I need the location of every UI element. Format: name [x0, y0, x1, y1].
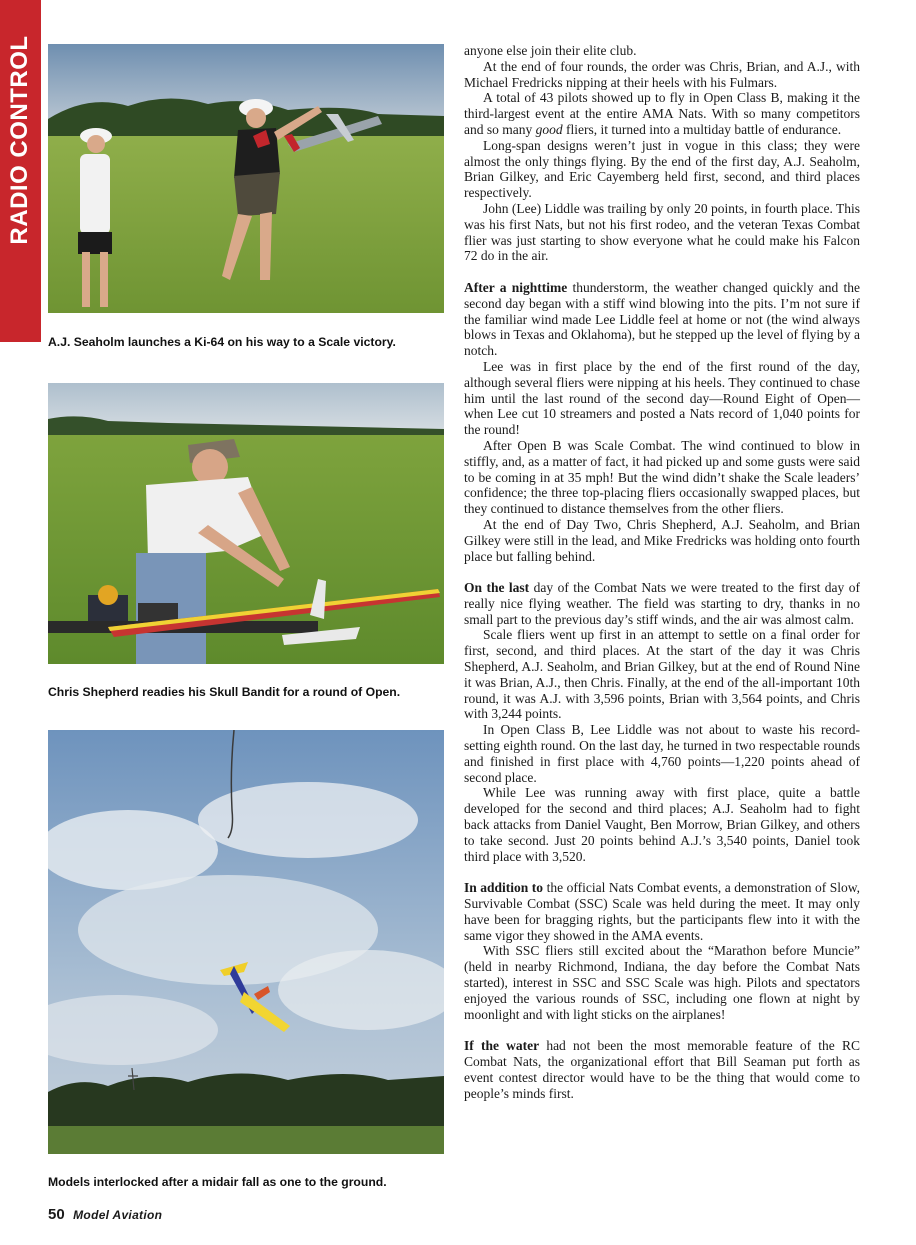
page-number: 50 — [48, 1206, 65, 1223]
page-footer — [48, 1206, 162, 1224]
paragraph: Scale fliers went up first in an attempt to settle on a final order for first, second, and third places. At the start of the day it was Chris Shepherd, A.J. Seaholm, and Brian Gilkey, but at the end of Round Nine it was Brian, A.J., then Chris. Finally, at the end of the all-important 10th round, it was A.J. with 3,596 points, Brian with 3,564 points, and Chris with 3,244 points. — [464, 627, 860, 722]
paragraph: With SSC fliers still excited about the “Marathon before Muncie” (held in nearby Richmond, Indiana, the day before the Combat Nats started), interest in SSC and SSC Scale was high. Pilots and spectators enjoyed the various rounds of SSC, including one flown at night by moonlight and with light sticks on the airplanes! — [464, 943, 860, 1022]
section-lead: After a nighttime — [464, 279, 568, 295]
paragraph: Lee was in first place by the end of the first round of the day, although several fliers were nipping at his heels. They continued to chase him until the last round of the second day—Round Eight of Open—when Lee cut 10 streamers and posted a Nats record of 1,040 points for the round! — [464, 358, 860, 438]
section-tab — [0, 0, 41, 342]
photo-caption-3: Models interlocked after a midair fall as one to the ground. — [48, 1175, 387, 1189]
photo-caption-1: A.J. Seaholm launches a Ki-64 on his way to a Scale victory. — [48, 335, 396, 349]
photo-launch — [48, 44, 444, 313]
section-lead: If the water — [464, 1038, 540, 1054]
paragraph: A total of 43 pilots showed up to fly in Open Class B, making it the third-largest event at the entire AMA Nats. With so many competitors and so many good fliers, it turned into a multiday battle of endurance. — [464, 90, 860, 137]
photo-midair — [48, 730, 444, 1154]
paragraph: John (Lee) Liddle was trailing by only 20 points, in fourth place. This was his first Nats, but not his first rodeo, and the veteran Texas Combat flier was just starting to show everyone what he could make his Falcon 72 do in the air. — [464, 200, 860, 264]
article-body — [464, 43, 860, 1101]
paragraph: Long-span designs weren’t just in vogue in this class; they were almost the only things flying. By the end of the first day, A.J. Seaholm, Brian Gilkey, and Eric Cayemberg held first, second, and third places respectively. — [464, 137, 860, 201]
section-lead: On the last — [464, 580, 530, 596]
paragraph: anyone else join their elite club. — [464, 43, 637, 58]
paragraph: At the end of Day Two, Chris Shepherd, A.J. Seaholm, and Brian Gilkey were still in the lead, and Mike Fredricks was holding onto fourth place but falling behind. — [464, 516, 860, 564]
photo-bench — [48, 383, 444, 664]
section-paragraph: In addition to the official Nats Combat events, a demonstration of Slow, Survivable Combat (SSC) Scale was held during the meet. It may only have been for bragging rights, but the participants flew into it with the same vigor they showed in the AMA events. — [464, 880, 860, 943]
section-paragraph: If the water had not been the most memorable feature of the RC Combat Nats, the organizational effort that Bill Seaman put forth as event contest director would have to be the thing that would come to people’s minds first. — [464, 1038, 860, 1101]
section-paragraph: On the last day of the Combat Nats we were treated to the first day of really nice flying weather. The field was starting to dry, thanks in no small part to the previous day’s stiff winds, and the air was almost calm. — [464, 580, 860, 627]
photo-caption-2: Chris Shepherd readies his Skull Bandit for a round of Open. — [48, 685, 401, 699]
section-tab-label: RADIO CONTROL — [6, 35, 33, 245]
paragraph: After Open B was Scale Combat. The wind continued to blow in stiffly, and, as a matter of fact, it had picked up and some gusts were said to be coming in at 35 mph! But the wind didn’t shake the Scale leaders’ confidence; the three top-placing fliers occasionally swapped places, but they continued to distance themselves from the other fliers. — [464, 437, 860, 517]
magazine-name: Model Aviation — [73, 1208, 163, 1222]
paragraph: At the end of four rounds, the order was Chris, Brian, and A.J., with Michael Fredricks nipping at their heels with his Fulmars. — [464, 58, 860, 90]
section-lead: In addition to — [464, 880, 544, 896]
paragraph: In Open Class B, Lee Liddle was not about to waste his record-setting eighth round. On the last day, he turned in two respectable rounds and finished in first place with 4,760 points—1,220 points ahead of second place. — [464, 722, 860, 785]
paragraph: While Lee was running away with first place, quite a battle developed for the second and third places; A.J. Seaholm had to fight back attacks from Daniel Vaught, Ben Morrow, Brian Gilkey, and others to take second. Just 20 points behind A.J.’s 3,540 points, Daniel took third place with 3,520. — [464, 785, 860, 864]
section-paragraph: After a nighttime thunderstorm, the weather changed quickly and the second day began with a stiff wind blowing into the pits. I’m not sure if the familiar wind made Lee Liddle feel at home or not (the wind always blows in Texas and Oklahoma), but he stepped up the level of flying by a notch. — [464, 279, 860, 359]
